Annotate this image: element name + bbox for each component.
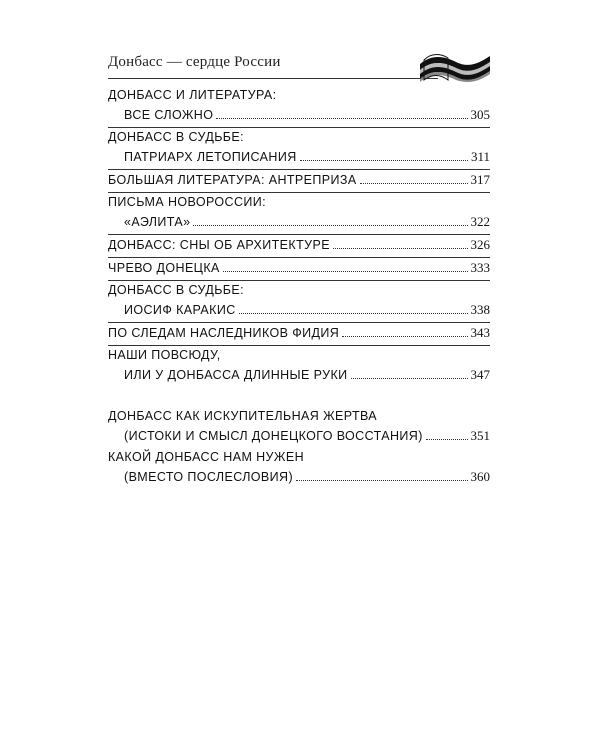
toc-entry-title: ПИСЬМА НОВОРОССИИ: — [108, 195, 267, 209]
dot-leader — [426, 439, 468, 440]
toc-entry-title: КАКОЙ ДОНБАСС НАМ НУЖЕН — [108, 450, 304, 464]
toc-entry-title: ЧРЕВО ДОНЕЦКА — [108, 261, 220, 275]
page-header — [108, 50, 490, 90]
dot-leader — [296, 480, 467, 481]
toc-entry-line — [108, 130, 490, 149]
toc-page-number: 305 — [470, 107, 490, 122]
toc-page-number: 326 — [470, 237, 490, 252]
dot-leader — [223, 271, 468, 272]
toc-entry-title: ДОНБАСС КАК ИСКУПИТЕЛЬНАЯ ЖЕРТВА — [108, 409, 378, 423]
toc-entry[interactable] — [108, 323, 490, 346]
toc-page-number: 360 — [470, 469, 490, 484]
toc-entry-line — [108, 237, 490, 256]
toc-entry-line — [108, 428, 490, 447]
toc-entry-title: ПАТРИАРХ ЛЕТОПИСАНИЯ — [124, 150, 297, 164]
toc-entry-title: БОЛЬШАЯ ЛИТЕРАТУРА: АНТРЕПРИЗА — [108, 173, 357, 187]
toc-entry[interactable] — [108, 128, 490, 170]
toc-entry-title: ИЛИ У ДОНБАССА ДЛИННЫЕ РУКИ — [124, 368, 348, 382]
toc-entry-line — [108, 409, 490, 428]
toc-entry-title: ДОНБАСС В СУДЬБЕ: — [108, 283, 245, 297]
toc-page-number: 311 — [470, 149, 490, 164]
toc-entry-line — [108, 302, 490, 321]
running-title: Донбасс — сердце России — [108, 54, 281, 70]
toc-entry-title: ПО СЛЕДАМ НАСЛЕДНИКОВ ФИДИЯ — [108, 326, 340, 340]
dot-leader — [351, 378, 468, 379]
toc-entry-line — [108, 214, 490, 233]
dot-leader — [216, 118, 467, 119]
st-george-ribbon-icon — [418, 50, 492, 84]
toc-entry[interactable] — [108, 346, 490, 387]
toc-entry-title: ДОНБАСС И ЛИТЕРАТУРА: — [108, 88, 277, 102]
dot-leader — [239, 313, 468, 314]
dot-leader — [342, 336, 467, 337]
toc-entry-title: ВСЕ СЛОЖНО — [124, 108, 214, 122]
toc-entry-line — [108, 450, 490, 469]
toc-entry[interactable] — [108, 86, 490, 128]
toc-entry-line — [108, 283, 490, 302]
header-rule — [108, 78, 438, 79]
toc-entry[interactable] — [108, 193, 490, 235]
dot-leader — [360, 183, 468, 184]
toc-entry-title: (ИСТОКИ И СМЫСЛ ДОНЕЦКОГО ВОССТАНИЯ) — [124, 429, 423, 443]
toc-entry-line — [108, 367, 490, 386]
toc-entry-title: ДОНБАСС: СНЫ ОБ АРХИТЕКТУРЕ — [108, 238, 330, 252]
toc-entry-title: ИОСИФ КАРАКИС — [124, 303, 236, 317]
section-gap — [108, 387, 490, 407]
toc-page-number: 338 — [470, 302, 490, 317]
toc-entry-title: НАШИ ПОВСЮДУ, — [108, 348, 221, 362]
dot-leader — [193, 225, 467, 226]
toc-entry-line — [108, 149, 490, 168]
dot-leader — [300, 160, 468, 161]
toc-entry[interactable] — [108, 258, 490, 281]
toc-page-number: 322 — [470, 214, 490, 229]
toc-entry[interactable] — [108, 448, 490, 489]
toc-entry[interactable] — [108, 235, 490, 258]
toc-page-number: 351 — [470, 428, 490, 443]
toc-entry[interactable] — [108, 407, 490, 448]
toc-page-number: 347 — [470, 367, 490, 382]
toc-entry-line — [108, 325, 490, 344]
toc-entry-title: (ВМЕСТО ПОСЛЕСЛОВИЯ) — [124, 470, 294, 484]
toc-entry-title: ДОНБАСС В СУДЬБЕ: — [108, 130, 245, 144]
toc-entry-line — [108, 88, 490, 107]
toc-entry[interactable] — [108, 170, 490, 193]
toc-entry-line — [108, 195, 490, 214]
toc-entry-line — [108, 172, 490, 191]
toc-entry-line — [108, 107, 490, 126]
toc-entry[interactable] — [108, 281, 490, 323]
toc-entry-line — [108, 348, 490, 367]
toc-page-number: 343 — [470, 325, 490, 340]
toc-page-number: 333 — [470, 260, 490, 275]
toc-entry-title: «АЭЛИТА» — [124, 215, 191, 229]
dot-leader — [333, 248, 468, 249]
toc-entry-line — [108, 469, 490, 488]
table-of-contents — [108, 86, 490, 489]
toc-page-number: 317 — [470, 172, 490, 187]
toc-entry-line — [108, 260, 490, 279]
